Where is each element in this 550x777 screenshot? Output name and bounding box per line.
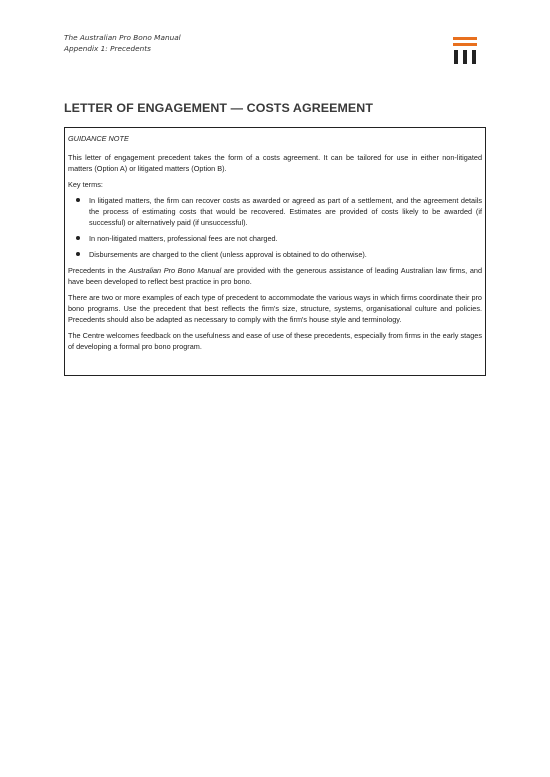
logo-column-right bbox=[472, 50, 476, 64]
feedback-paragraph: The Centre welcomes feedback on the usefulness and ease of use of these precedents, especially from firms in the early stages of developing a formal pro bono program. bbox=[68, 331, 482, 351]
key-term-text: In non-litigated matters, professional fees are not charged. bbox=[89, 234, 278, 243]
key-terms-list bbox=[68, 195, 482, 260]
bullet-icon bbox=[76, 198, 80, 202]
pro-bono-centre-logo-icon bbox=[453, 37, 477, 67]
logo-bar-second bbox=[453, 43, 477, 46]
key-term-text: In litigated matters, the firm can recover costs as awarded or agreed as part of a settlement, and the agreement details the process of estimating costs that would be recovered. Estimates are provided of costs likely to be awarded (if successful) or alternatively paid (if unsuccessful). bbox=[89, 196, 482, 227]
precedents-text-start: Precedents in the bbox=[68, 266, 129, 275]
bullet-icon bbox=[76, 236, 80, 240]
key-terms-label: Key terms: bbox=[68, 180, 103, 189]
page-title: LETTER OF ENGAGEMENT — COSTS AGREEMENT bbox=[64, 101, 373, 115]
running-header bbox=[64, 32, 181, 54]
key-term-item bbox=[68, 249, 482, 260]
header-appendix: Appendix 1: Precedents bbox=[64, 44, 151, 53]
guidance-intro: This letter of engagement precedent takes the form of a costs agreement. It can be tailored for use in either non-litigated matters (Option A) or litigated matters (Option B). bbox=[68, 153, 482, 173]
key-term-text: Disbursements are charged to the client (unless approval is obtained to do otherwise). bbox=[89, 250, 367, 259]
key-term-item bbox=[68, 195, 482, 228]
header-manual-title: The Australian Pro Bono Manual bbox=[64, 33, 181, 42]
guidance-note-box bbox=[64, 127, 486, 376]
logo-column-middle bbox=[463, 50, 467, 64]
precedents-text-end: are provided with the generous assistance of leading Australian law firms, and have been developed to reflect best practice in pro bono. bbox=[68, 266, 483, 286]
guidance-note-heading: GUIDANCE NOTE bbox=[68, 134, 129, 143]
logo-column-left bbox=[454, 50, 458, 64]
precedents-paragraph bbox=[68, 265, 482, 287]
bullet-icon bbox=[76, 252, 80, 256]
examples-paragraph: There are two or more examples of each type of precedent to accommodate the various ways in which firms coordinate their pro bono programs. Use the precedent that best reflects the firm's size, structure, systems, organisational culture and policies. Precedents should also be adapted as necessary to comply with the firm's house style and terminology. bbox=[68, 293, 482, 324]
key-term-item bbox=[68, 233, 482, 244]
manual-title-emphasis: Australian Pro Bono Manual bbox=[128, 266, 222, 275]
logo-bar-top bbox=[453, 37, 477, 40]
